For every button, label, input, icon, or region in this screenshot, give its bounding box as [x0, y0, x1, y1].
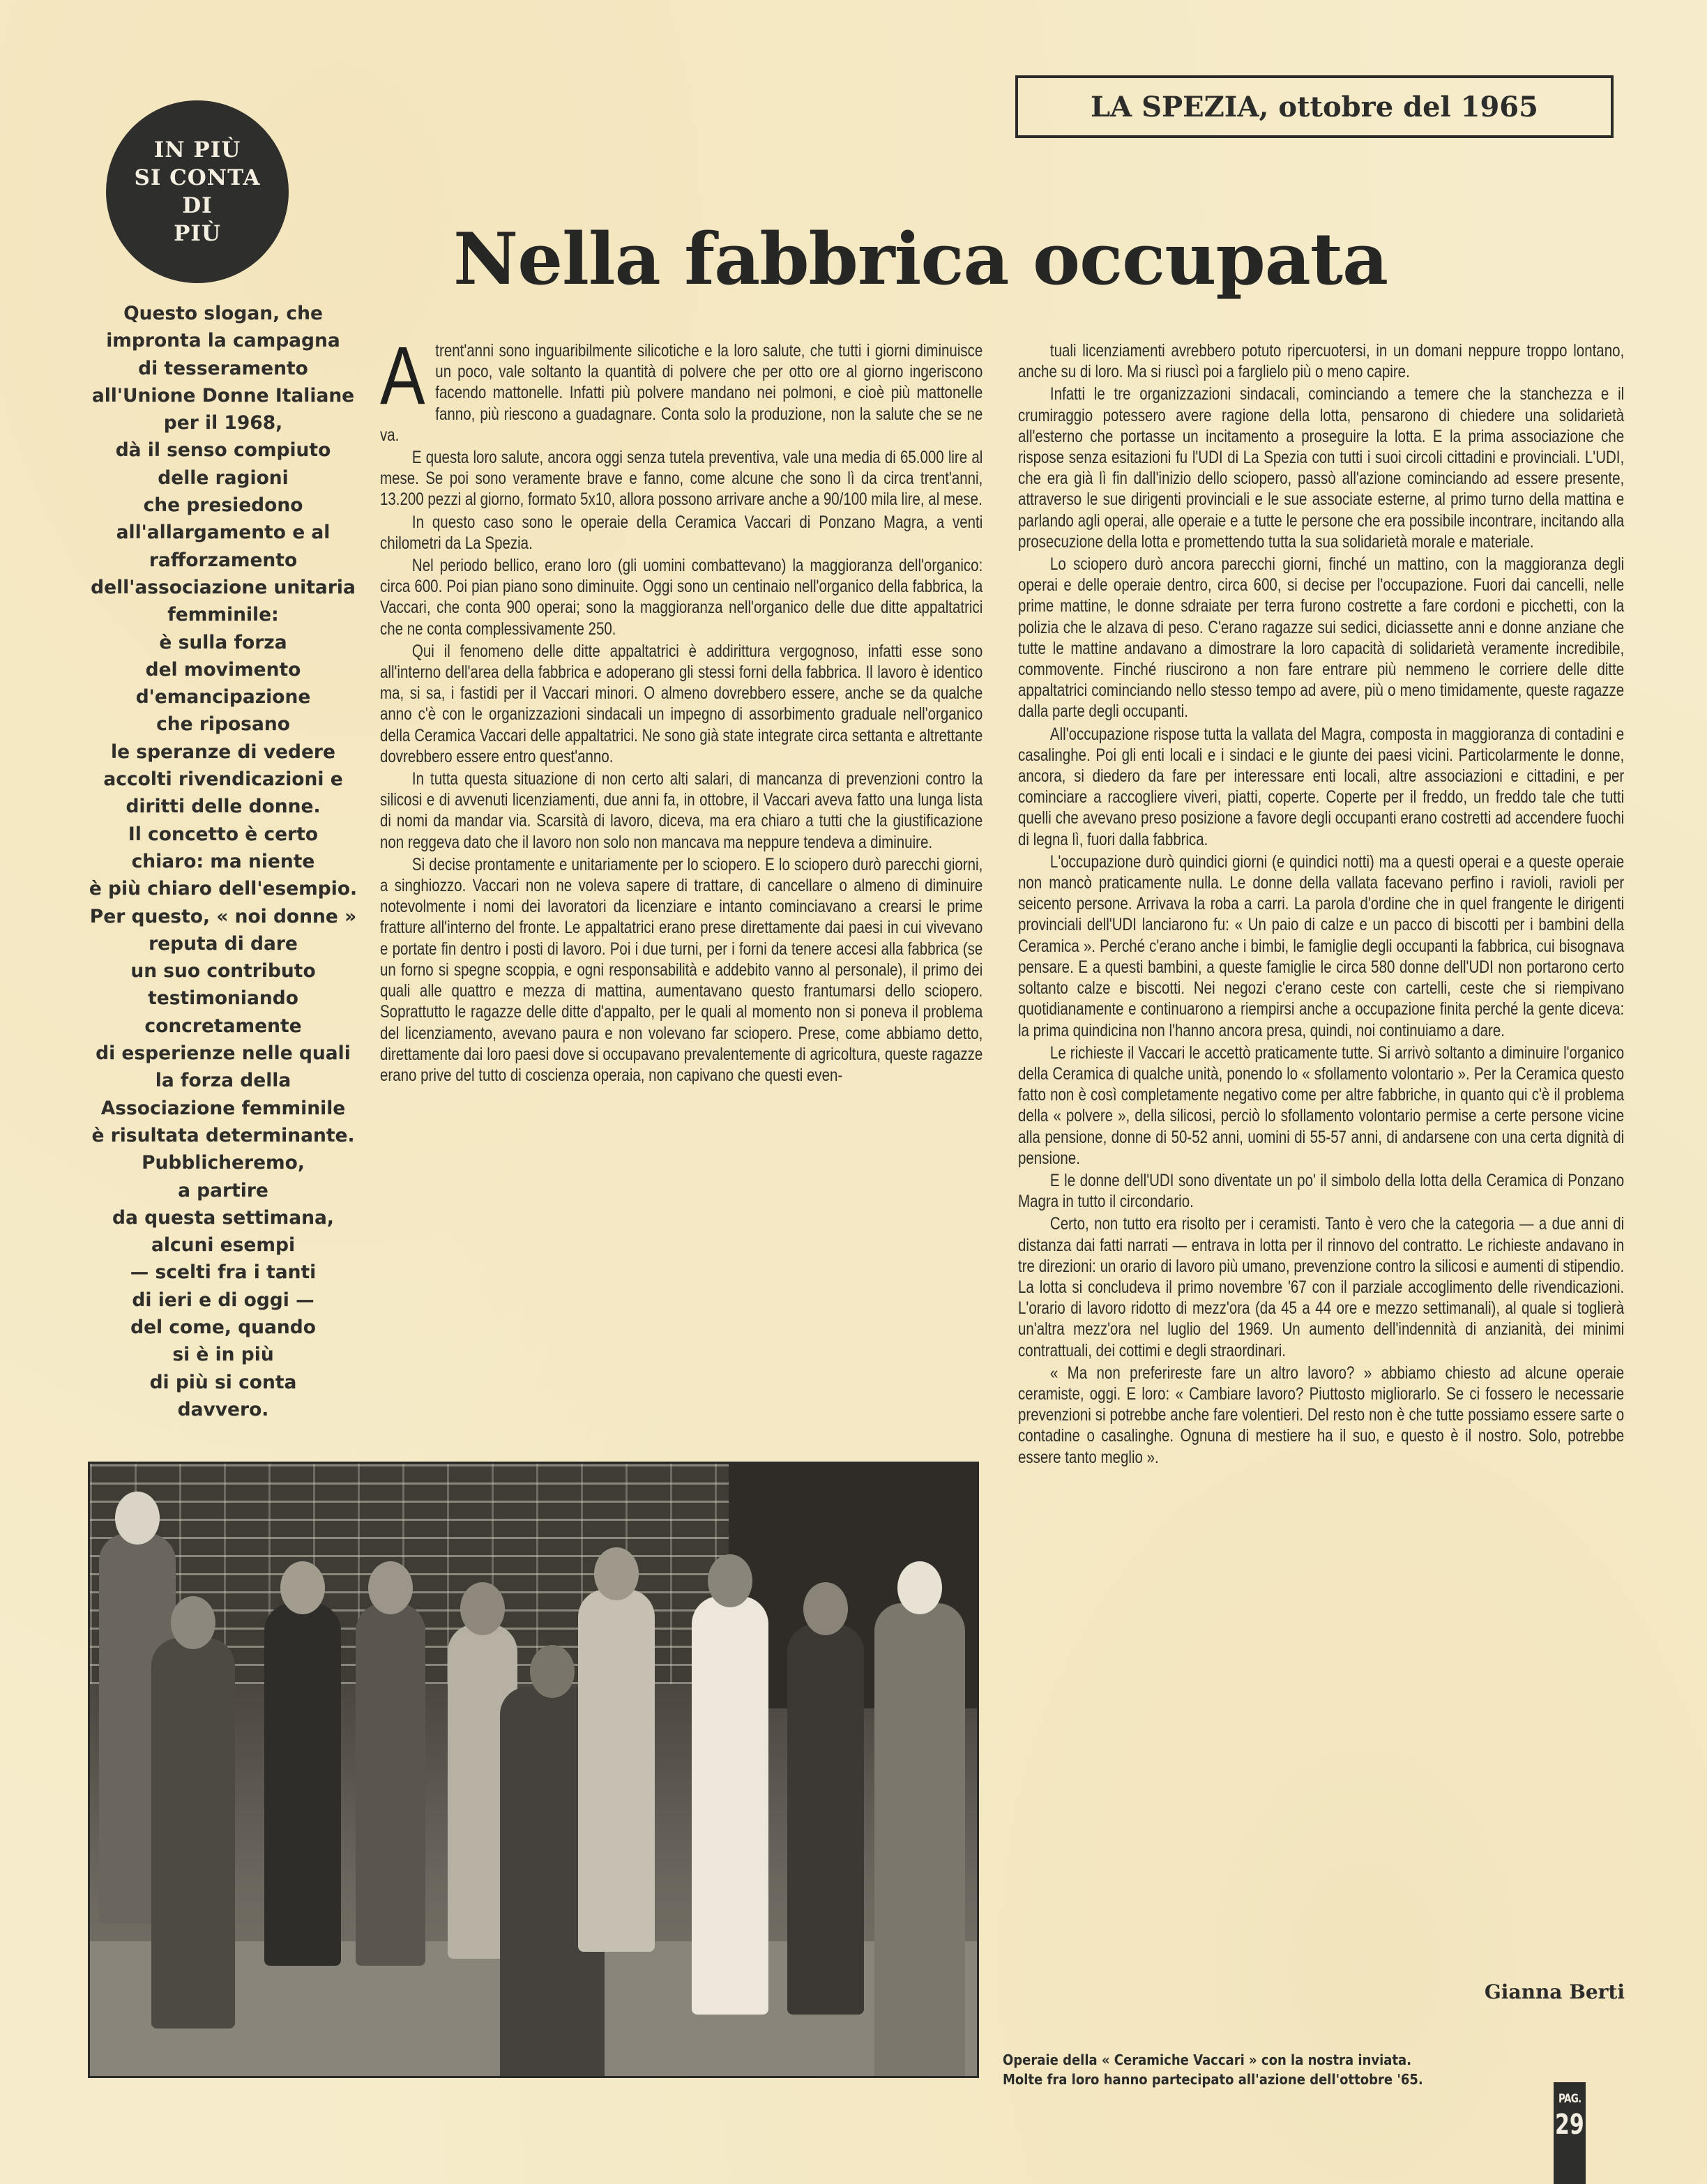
sidebar-line: di più si conta	[149, 1371, 297, 1393]
sidebar-line: impronta la campagna	[106, 330, 340, 352]
sidebar-line: Pubblicheremo,	[142, 1152, 305, 1174]
photo-person-head	[280, 1561, 325, 1614]
photo-person	[151, 1638, 235, 2028]
sidebar-line: si è in più	[172, 1344, 274, 1366]
article-paragraph: tuali licenziamenti avrebbero potuto ripercuotersi, in un domani neppure troppo lontano, anche su di loro. Ma si riuscì poi a farglielo più o meno capire.	[1018, 341, 1625, 382]
sidebar-line: dà il senso compiuto	[115, 439, 331, 462]
sidebar-line: chiaro: ma niente	[131, 850, 315, 872]
article-paragraph: Infatti le tre organizzazioni sindacali, cominciando a temere che la stanchezza e il crumiraggio potessero avere ragione della lotta, pensarono di chiedere una solidarietà all'esterno che portasse un incitamento a proseguire la lotta. E la prima associazione che rispose senza esitazioni fu l'UDI di La Spezia con tutti i suoi circoli cittadini e provinciali. L'UDI, che era già lì fin dall'inizio dello sciopero, passò all'azione cominciando ad essere presente, attraverso le sue dirigenti provinciali e le sue associate esterne, al primo turno della mattina e parlando agli operai, alle operaie e a tutte le persone che era possibile incontrare, incitando alla prosecuzione della lotta e promettendo tutta la sua solidarietà morale e materiale.	[1018, 384, 1625, 552]
sidebar-line: Il concetto è certo	[128, 823, 319, 845]
photo-person	[578, 1589, 655, 1952]
author-byline: Gianna Berti	[1484, 1980, 1625, 2003]
sidebar-line: all'allargamento e al	[116, 522, 331, 544]
photo-person-head	[171, 1596, 215, 1649]
photo-person-head	[460, 1582, 505, 1635]
slogan-badge	[106, 100, 289, 283]
paragraph-text: trent'anni sono inguaribilmente silicotiche e la loro salute, che tutti i giorni diminuisce un poco, vale soltanto la quantità di polvere che per otto ore al giorno ingeriscono facendo mattonelle. Infatti più polvere mandano nei polmoni, e cioè più mattonelle fanno, più riescono a guadagnare. Conta solo la produzione, non la salute che se ne va.	[380, 341, 983, 445]
sidebar-line: femminile:	[167, 604, 279, 626]
sidebar-line: per il 1968,	[163, 412, 283, 434]
article-photo	[88, 1462, 979, 2078]
sidebar-line: di ieri e di oggi —	[132, 1289, 314, 1311]
photo-person-head	[115, 1492, 160, 1545]
sidebar-line: le speranze di vedere	[111, 741, 335, 763]
article-paragraph: Certo, non tutto era risolto per i ceramisti. Tanto è vero che la categoria — a due anni di distanza dai fatti narrati — entrava in lotta per il rinnovo del contratto. Le richieste andavano in tre direzioni: un orario di lavoro più umano, prevenzione contro la silicosi e aumenti di stipendio. La lotta si concludeva il primo novembre '67 con il parziale accoglimento delle rivendicazioni. L'orario di lavoro ridotto di mezz'ora (da 45 a 44 ore e mezzo settimanali), al quale si toglierà un'altra mezz'ora nel luglio del 1969. Un aumento dell'indennità di anzianità, dei minimi contrattuali, dei cottimi e degli straordinari.	[1018, 1214, 1625, 1360]
sidebar-line: concretamente	[144, 1015, 302, 1037]
article-paragraph: All'occupazione rispose tutta la vallata del Magra, composta in maggioranza di contadini e casalinghe. Poi gli enti locali e i sindaci e le giunte dei paesi vicini. Particolarmente le donne, ancora, si diedero da fare per interessare enti locali, altre associazioni e cittadini, e per cominciare a raccogliere viveri, piatti, coperte. Coperte per il freddo, un freddo tale che tutti quelli che avevano preso posizione a favore degli occupanti erano costretti ad accendere fuochi di legna lì, fuori dalla fabbrica.	[1018, 724, 1625, 849]
photo-person	[264, 1603, 341, 1966]
photo-person	[692, 1596, 768, 2015]
photo-person	[874, 1603, 965, 2078]
sidebar-line: davvero.	[177, 1398, 269, 1420]
sidebar-line: reputa di dare	[149, 932, 298, 955]
sidebar-line: testimoniando	[148, 987, 298, 1010]
sidebar-line: accolti rivendicazioni e	[103, 768, 343, 791]
sidebar-line: Per questo, « noi donne »	[89, 905, 357, 927]
photo-person-head	[530, 1645, 575, 1698]
badge-text: IN PIÙ SI CONTA DI PIÙ	[134, 137, 261, 246]
caption-line: Molte fra loro hanno partecipato all'azione dell'ottobre '65.	[1003, 2071, 1423, 2088]
photo-person-head	[803, 1582, 848, 1635]
sidebar-line: del come, quando	[130, 1316, 316, 1338]
sidebar-line: di esperienze nelle quali	[96, 1042, 351, 1065]
sidebar-line: — scelti fra i tanti	[130, 1261, 317, 1284]
article-paragraph: Qui il fenomeno delle ditte appaltatrici è addirittura vergognoso, infatti esse sono all'interno dell'area della fabbrica e adoperano gli stessi forni della fabbrica. Il lavoro è identico ma, si sa, i fastidi per il Vaccari minori. O almeno dovrebbero essere, anche se da qualche anno c'è con le organizzazioni sindacali un impegno di assorbimento graduale nell'organico della Ceramica Vaccari delle appaltatrici. Ne sono già state integrate circa settanta e altrettante dovrebbero essere entro quest'anno.	[380, 641, 983, 766]
page-number: 29	[1555, 2109, 1584, 2141]
sidebar-line: del movimento	[145, 658, 301, 681]
page-label: PAG.	[1558, 2092, 1581, 2106]
headline: Nella fabbrica occupata	[453, 218, 1388, 301]
caption-line: Operaie della « Ceramiche Vaccari » con la nostra inviata.	[1003, 2052, 1412, 2068]
dateline-text: LA SPEZIA, ottobre del 1965	[1091, 90, 1538, 123]
article-paragraph: In tutta questa situazione di non certo alti salari, di mancanza di prevenzioni contro la silicosi e di avvenuti licenziamenti, due anni fa, in ottobre, il Vaccari aveva fatto una lunga lista di nomi da mandar via. Scarsità di lavoro, diceva, ma era chiaro a tutti che la giustificazione non reggeva dato che il lavoro non solo non mancava ma neppure tendeva a diminuire.	[380, 769, 983, 852]
photo-person-head	[897, 1561, 942, 1614]
photo-person	[787, 1624, 864, 2015]
sidebar-line: da questa settimana,	[112, 1206, 334, 1229]
drop-cap: A	[380, 330, 425, 422]
sidebar-line: dell'associazione unitaria	[91, 576, 356, 598]
sidebar-line: d'emancipazione	[135, 686, 311, 708]
sidebar-line: è risultata determinante.	[91, 1124, 355, 1146]
photo-person-head	[594, 1547, 639, 1600]
sidebar-line: è più chiaro dell'esempio.	[89, 878, 358, 900]
sidebar-line: rafforzamento	[149, 549, 298, 571]
sidebar-line: diritti delle donne.	[126, 796, 321, 818]
sidebar-line: a partire	[178, 1179, 268, 1201]
photo-person-head	[368, 1561, 413, 1614]
sidebar-line: all'Unione Donne Italiane	[91, 384, 355, 407]
sidebar-line: Questo slogan, che	[123, 303, 323, 324]
article-paragraph: « Ma non preferireste fare un altro lavoro? » abbiamo chiesto ad alcune operaie ceramiste, oggi. E loro: « Cambiare lavoro? Piuttosto migliorarlo. Se ci fossero le necessarie prevenzioni si potrebbe anche fare volentieri. Del resto non è che tutte possiamo essere sarte o contadine o casalinghe. Ognuna di mestiere ha il suo, e questo è il nostro. Solo, potrebbe essere tanto meglio ».	[1018, 1363, 1625, 1467]
article-column-1	[380, 330, 983, 1087]
sidebar-line: alcuni esempi	[151, 1234, 296, 1257]
article-paragraph: L'occupazione durò quindici giorni (e quindici notti) ma a questi operai e a queste operaie non mancò praticamente nulla. Le donne della vallata facevano perfino i ravioli, ravioli per seicento persone. Arrivava la roba a carri. La parola d'ordine che in quel frangente le dirigenti provinciali dell'UDI lanciarono fu: « Un paio di calze e un pacco di biscotti per i bambini della Ceramica ». Perché c'erano anche i bimbi, le famiglie degli occupanti la fabbrica, cui bisognava pensare. E a questi bambini, a queste famiglie le circa 580 donne dell'UDI non portarono certo soltanto calze e biscotti. Nei negozi c'erano ceste con cartelli, ceste che si riempivano quotidianamente e continuarono a riempirsi anche a occupazione finita perché la gente diceva: la prima quindicina non l'hanno ancora presa, quindi, noi continuiamo a dare.	[1018, 851, 1625, 1040]
sidebar-line: che presiedono	[143, 494, 303, 517]
page-number-tab	[1554, 2082, 1586, 2184]
sidebar-line: un suo contributo	[130, 960, 316, 983]
dateline-box	[1015, 75, 1614, 138]
article-paragraph	[380, 330, 983, 446]
sidebar-line: è sulla forza	[159, 631, 287, 653]
article-paragraph: Lo sciopero durò ancora parecchi giorni, finché un mattino, con la maggioranza degli operai e delle operaie dentro, circa 600, si decise per l'occupazione. Fuori dai cancelli, nelle prime mattine, le donne sdraiate per terra furono costrette a fare cordoni e picchetti, con la polizia che le alzava di peso. C'erano ragazze sui sedici, diciassette anni e donne anziane che tutte le mattine andavano a dimostrare la loro capacità di solidarietà veramente incredibile, commovente. Finché riuscirono a non fare entrare più nemmeno le corriere delle ditte appaltatrici cominciando nello stesso tempo ad avere, più o meno timidamente, queste ragazze dalla parte degli occupanti.	[1018, 554, 1625, 722]
photo-person-head	[708, 1554, 752, 1607]
sidebar-line: delle ragioni	[158, 467, 289, 489]
article-paragraph: E questa loro salute, ancora oggi senza tutela preventiva, vale una media di 65.000 lire al mese. Se poi sono veramente brave e fanno, come alcune che sono lì da circa trent'anni, 13.200 pezzi al giorno, formato 5x10, allora possono arrivare anche a 90/100 mila lire, al mese.	[380, 448, 983, 510]
article-paragraph: In questo caso sono le operaie della Ceramica Vaccari di Ponzano Magra, a venti chilometri da La Spezia.	[380, 512, 983, 553]
article-paragraph: Si decise prontamente e unitariamente per lo sciopero. E lo sciopero durò parecchi giorni, a singhiozzo. Vaccari non ne voleva sapere di trattare, di cancellare o almeno di diminuire notevolmente i nomi dei lavoratori da licenziare e intanto cominciavano a crearsi le prime fratture all'interno del fronte. Le appaltatrici erano prese direttamente dai paesi in cui vivevano e portate fin dentro i posti di lavoro. Poi i due turni, per i forni da tenere accesi alla fabbrica (se un forno si spegne scoppia, e ogni responsabilità e addebito vanno al personale), il primo dei quali alle quattro e mezza di mattina, aumentavano questo frantumarsi dello sciopero. Soprattutto le ragazze delle ditte d'appalto, per le quali al momento non si poneva il problema del licenziamento, avevano paura e non volevano far sciopero. Prese, come abbiamo detto, direttamente dai loro paesi dove si occupavano prevalentemente di agricoltura, queste ragazze erano prive del tutto di coscienza operaia, non capivano che questi even-	[380, 854, 983, 1085]
photo-person	[356, 1603, 425, 1966]
article-column-2	[1018, 340, 1624, 1469]
sidebar-line: la forza della	[155, 1070, 291, 1092]
sidebar-line: Associazione femminile	[100, 1097, 346, 1119]
sidebar-line: di tesseramento	[138, 357, 308, 379]
article-paragraph: Le richieste il Vaccari le accettò praticamente tutte. Si arrivò soltanto a diminuire l'organico della Ceramica di qualche unità, ponendo lo « sfollamento volontario ». Per la Ceramica questo fatto non è così completamente negativo come per altre fabbriche, in quanto qui c'è il problema della « polvere », della silicosi, perciò lo sfollamento volontario permise a certe persone vicine alla pensione, donne di 50-52 anni, uomini di 55-57 anni, di andarsene con una certa dignità di pensione.	[1018, 1042, 1625, 1168]
article-paragraph: Nel periodo bellico, erano loro (gli uomini combattevano) la maggioranza dell'organico: circa 600. Poi pian piano sono diminuite. Oggi sono un centinaio nell'organico della fabbrica, la Vaccari, che conta 900 operai; sono la maggioranza nell'organico delle due ditte appaltatrici che ne conta complessivamente 250.	[380, 556, 983, 639]
sidebar-slogan-text	[84, 300, 363, 1423]
sidebar-line: che riposano	[156, 713, 290, 736]
photo-caption	[1003, 2050, 1423, 2089]
article-paragraph: E le donne dell'UDI sono diventate un po' il simbolo della lotta della Ceramica di Ponzano Magra in tutto il circondario.	[1018, 1170, 1625, 1212]
